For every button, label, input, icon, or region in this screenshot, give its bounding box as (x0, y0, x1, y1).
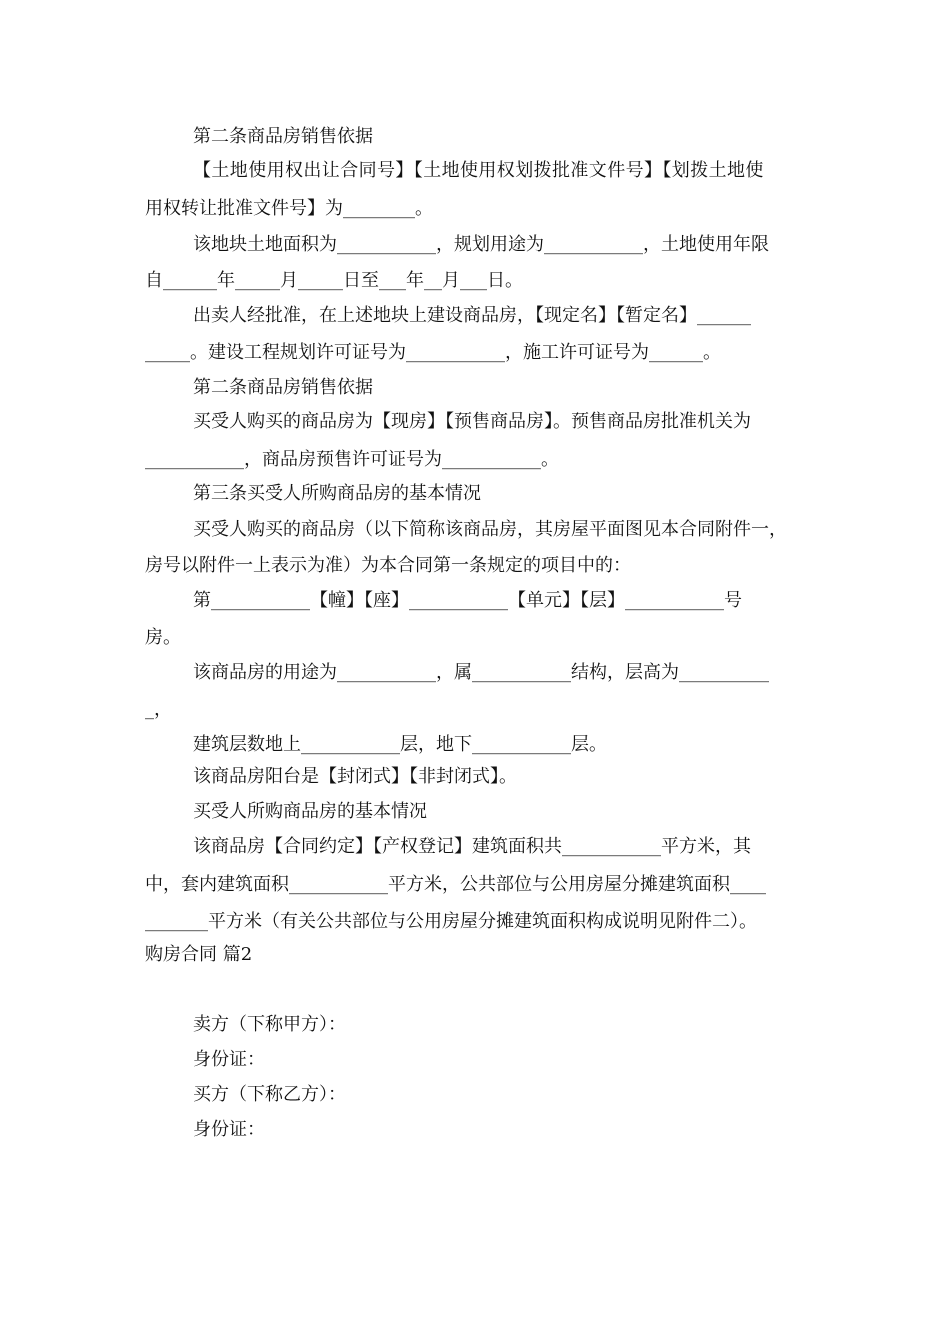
buyer-id-label: 身份证： (193, 1119, 265, 1140)
seller-approval-line-2: _____。建设工程规划许可证号为___________，施工许可证号为______。 (145, 342, 721, 363)
property-description-line-2: 房号以附件一上表示为准）为本合同第一条规定的项目中的： (145, 555, 631, 576)
seller-id-label: 身份证： (193, 1049, 265, 1070)
unit-number-line-1: 第___________【幢】【座】___________【单元】【层】___________号 (193, 590, 742, 611)
article-2-heading: 第二条商品房销售依据 (193, 126, 373, 147)
unit-number-line-2: 房。 (145, 627, 181, 648)
seller-label: 卖方（下称甲方）： (193, 1014, 346, 1035)
usage-line-1: 该商品房的用途为___________，属___________结构，层高为__________ (193, 662, 769, 683)
article-3-heading: 第三条买受人所购商品房的基本情况 (193, 483, 481, 504)
area-line-3: _______平方米（有关公共部位与公用房屋分摊建筑面积构成说明见附件二）。 (145, 911, 757, 932)
usage-line-2: _， (145, 699, 172, 720)
area-line-2: 中，套内建筑面积___________平方米，公共部位与公用房屋分摊建筑面积____ (145, 874, 766, 895)
land-area-line-2: 自______年_____月_____日至___年__月___日。 (145, 270, 523, 291)
presale-line-2: ___________，商品房预售许可证号为___________。 (145, 449, 559, 470)
contract-section-title: 购房合同 篇2 (145, 944, 253, 965)
basic-info-heading: 买受人所购商品房的基本情况 (193, 801, 427, 822)
floors-line: 建筑层数地上___________层，地下___________层。 (193, 734, 607, 755)
article-2-heading-repeat: 第二条商品房销售依据 (193, 377, 373, 398)
land-area-line-1: 该地块土地面积为___________，规划用途为___________，土地使用年限 (193, 234, 769, 255)
buyer-label: 买方（下称乙方）： (193, 1084, 346, 1105)
land-contract-line-2: 用权转让批准文件号】为________。 (145, 198, 433, 219)
presale-line-1: 买受人购买的商品房为【现房】【预售商品房】。预售商品房批准机关为 (193, 411, 751, 432)
balcony-line: 该商品房阳台是【封闭式】【非封闭式】。 (193, 766, 517, 787)
land-contract-line-1: 【土地使用权出让合同号】【土地使用权划拨批准文件号】【划拨土地使 (193, 160, 764, 181)
seller-approval-line-1: 出卖人经批准，在上述地块上建设商品房，【现定名】【暂定名】______ (193, 305, 751, 326)
property-description-line-1: 买受人购买的商品房（以下简称该商品房，其房屋平面图见本合同附件一， (193, 519, 787, 540)
area-line-1: 该商品房【合同约定】【产权登记】建筑面积共___________平方米，其 (193, 836, 751, 857)
